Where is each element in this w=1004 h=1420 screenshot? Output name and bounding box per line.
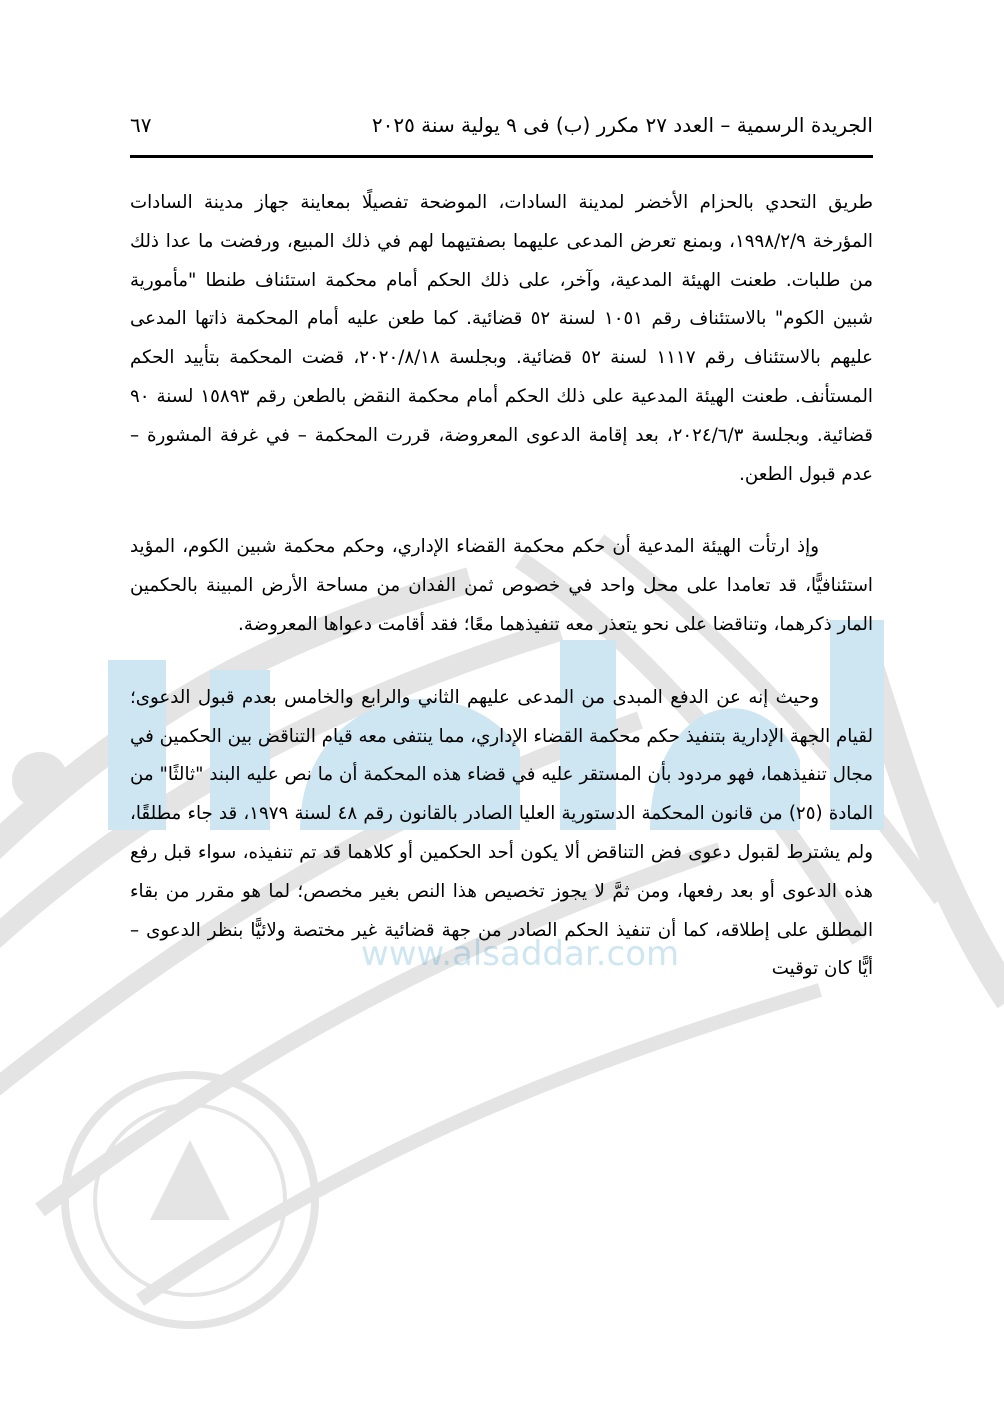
header-divider xyxy=(130,155,873,158)
page-number: ٦٧ xyxy=(130,113,152,137)
paragraph-1: طريق التحدي بالحزام الأخضر لمدينة السادات، الموضحة تفصيلًا بمعاينة جهاز مدينة السادات المؤرخة ١٩٩٨/٢/٩، وبمنع تعرض المدعى عليهما بصفتيهما لهم في ذلك المبيع، ورفضت ما عدا ذلك من طلبات. طعنت الهيئة المدعية، وآخر، على ذلك الحكم أمام محكمة استئناف طنطا "مأمورية شبين الكوم" بالاستئناف رقم ١٠٥١ لسنة ٥٢ قضائية. كما طعن عليه أمام المحكمة ذاتها المدعى عليهم بالاستئناف رقم ١١١٧ لسنة ٥٢ قضائية. وبجلسة ٢٠٢٠/٨/١٨، قضت المحكمة بتأييد الحكم المستأنف. طعنت الهيئة المدعية على ذلك الحكم أمام محكمة النقض بالطعن رقم ١٥٨٩٣ لسنة ٩٠ قضائية. وبجلسة ٢٠٢٤/٦/٣، بعد إقامة الدعوى المعروضة، قررت المحكمة – في غرفة المشورة – عدم قبول الطعن. xyxy=(130,192,873,485)
document-body xyxy=(130,184,873,989)
watermark-site-text: www.alsaddar.com xyxy=(360,934,680,974)
paragraph-2: وإذ ارتأت الهيئة المدعية أن حكم محكمة القضاء الإداري، وحكم محكمة شبين الكوم، المؤيد استئنافيًّا، قد تعامدا على محل واحد في خصوص ثمن الفدان من مساحة الأرض المبينة بالحكمين المار ذكرهما، وتناقضا على نحو يتعذر معه تنفيذهما معًا؛ فقد أقامت دعواها المعروضة. xyxy=(130,536,873,635)
gazette-title: الجريدة الرسمية – العدد ٢٧ مكرر (ب) فى ٩ يولية سنة ٢٠٢٥ xyxy=(371,113,873,137)
page-header xyxy=(130,110,873,140)
paragraph-3: وحيث إنه عن الدفع المبدى من المدعى عليهم الثاني والرابع والخامس بعدم قبول الدعوى؛ لقيام الجهة الإدارية بتنفيذ حكم محكمة القضاء الإداري، مما ينتفى معه قيام التناقض بين الحكمين في مجال تنفيذهما، فهو مردود بأن المستقر عليه في قضاء هذه المحكمة أن ما نص عليه البند "ثالثًا" من المادة (٢٥) من قانون المحكمة الدستورية العليا الصادر بالقانون رقم ٤٨ لسنة ١٩٧٩، قد جاء مطلقًا، ولم يشترط لقبول دعوى فض التناقض ألا يكون أحد الحكمين أو كلاهما قد تم تنفيذه، سواء قبل رفع هذه الدعوى أو بعد رفعها، ومن ثمَّ لا يجوز تخصيص هذا النص بغير مخصص؛ لما هو مقرر من بقاء المطلق على إطلاقه، كما أن تنفيذ الحكم الصادر من جهة قضائية غير مختصة ولائيًّا بنظر الدعوى – أيًّا كان توقيت xyxy=(130,686,874,980)
